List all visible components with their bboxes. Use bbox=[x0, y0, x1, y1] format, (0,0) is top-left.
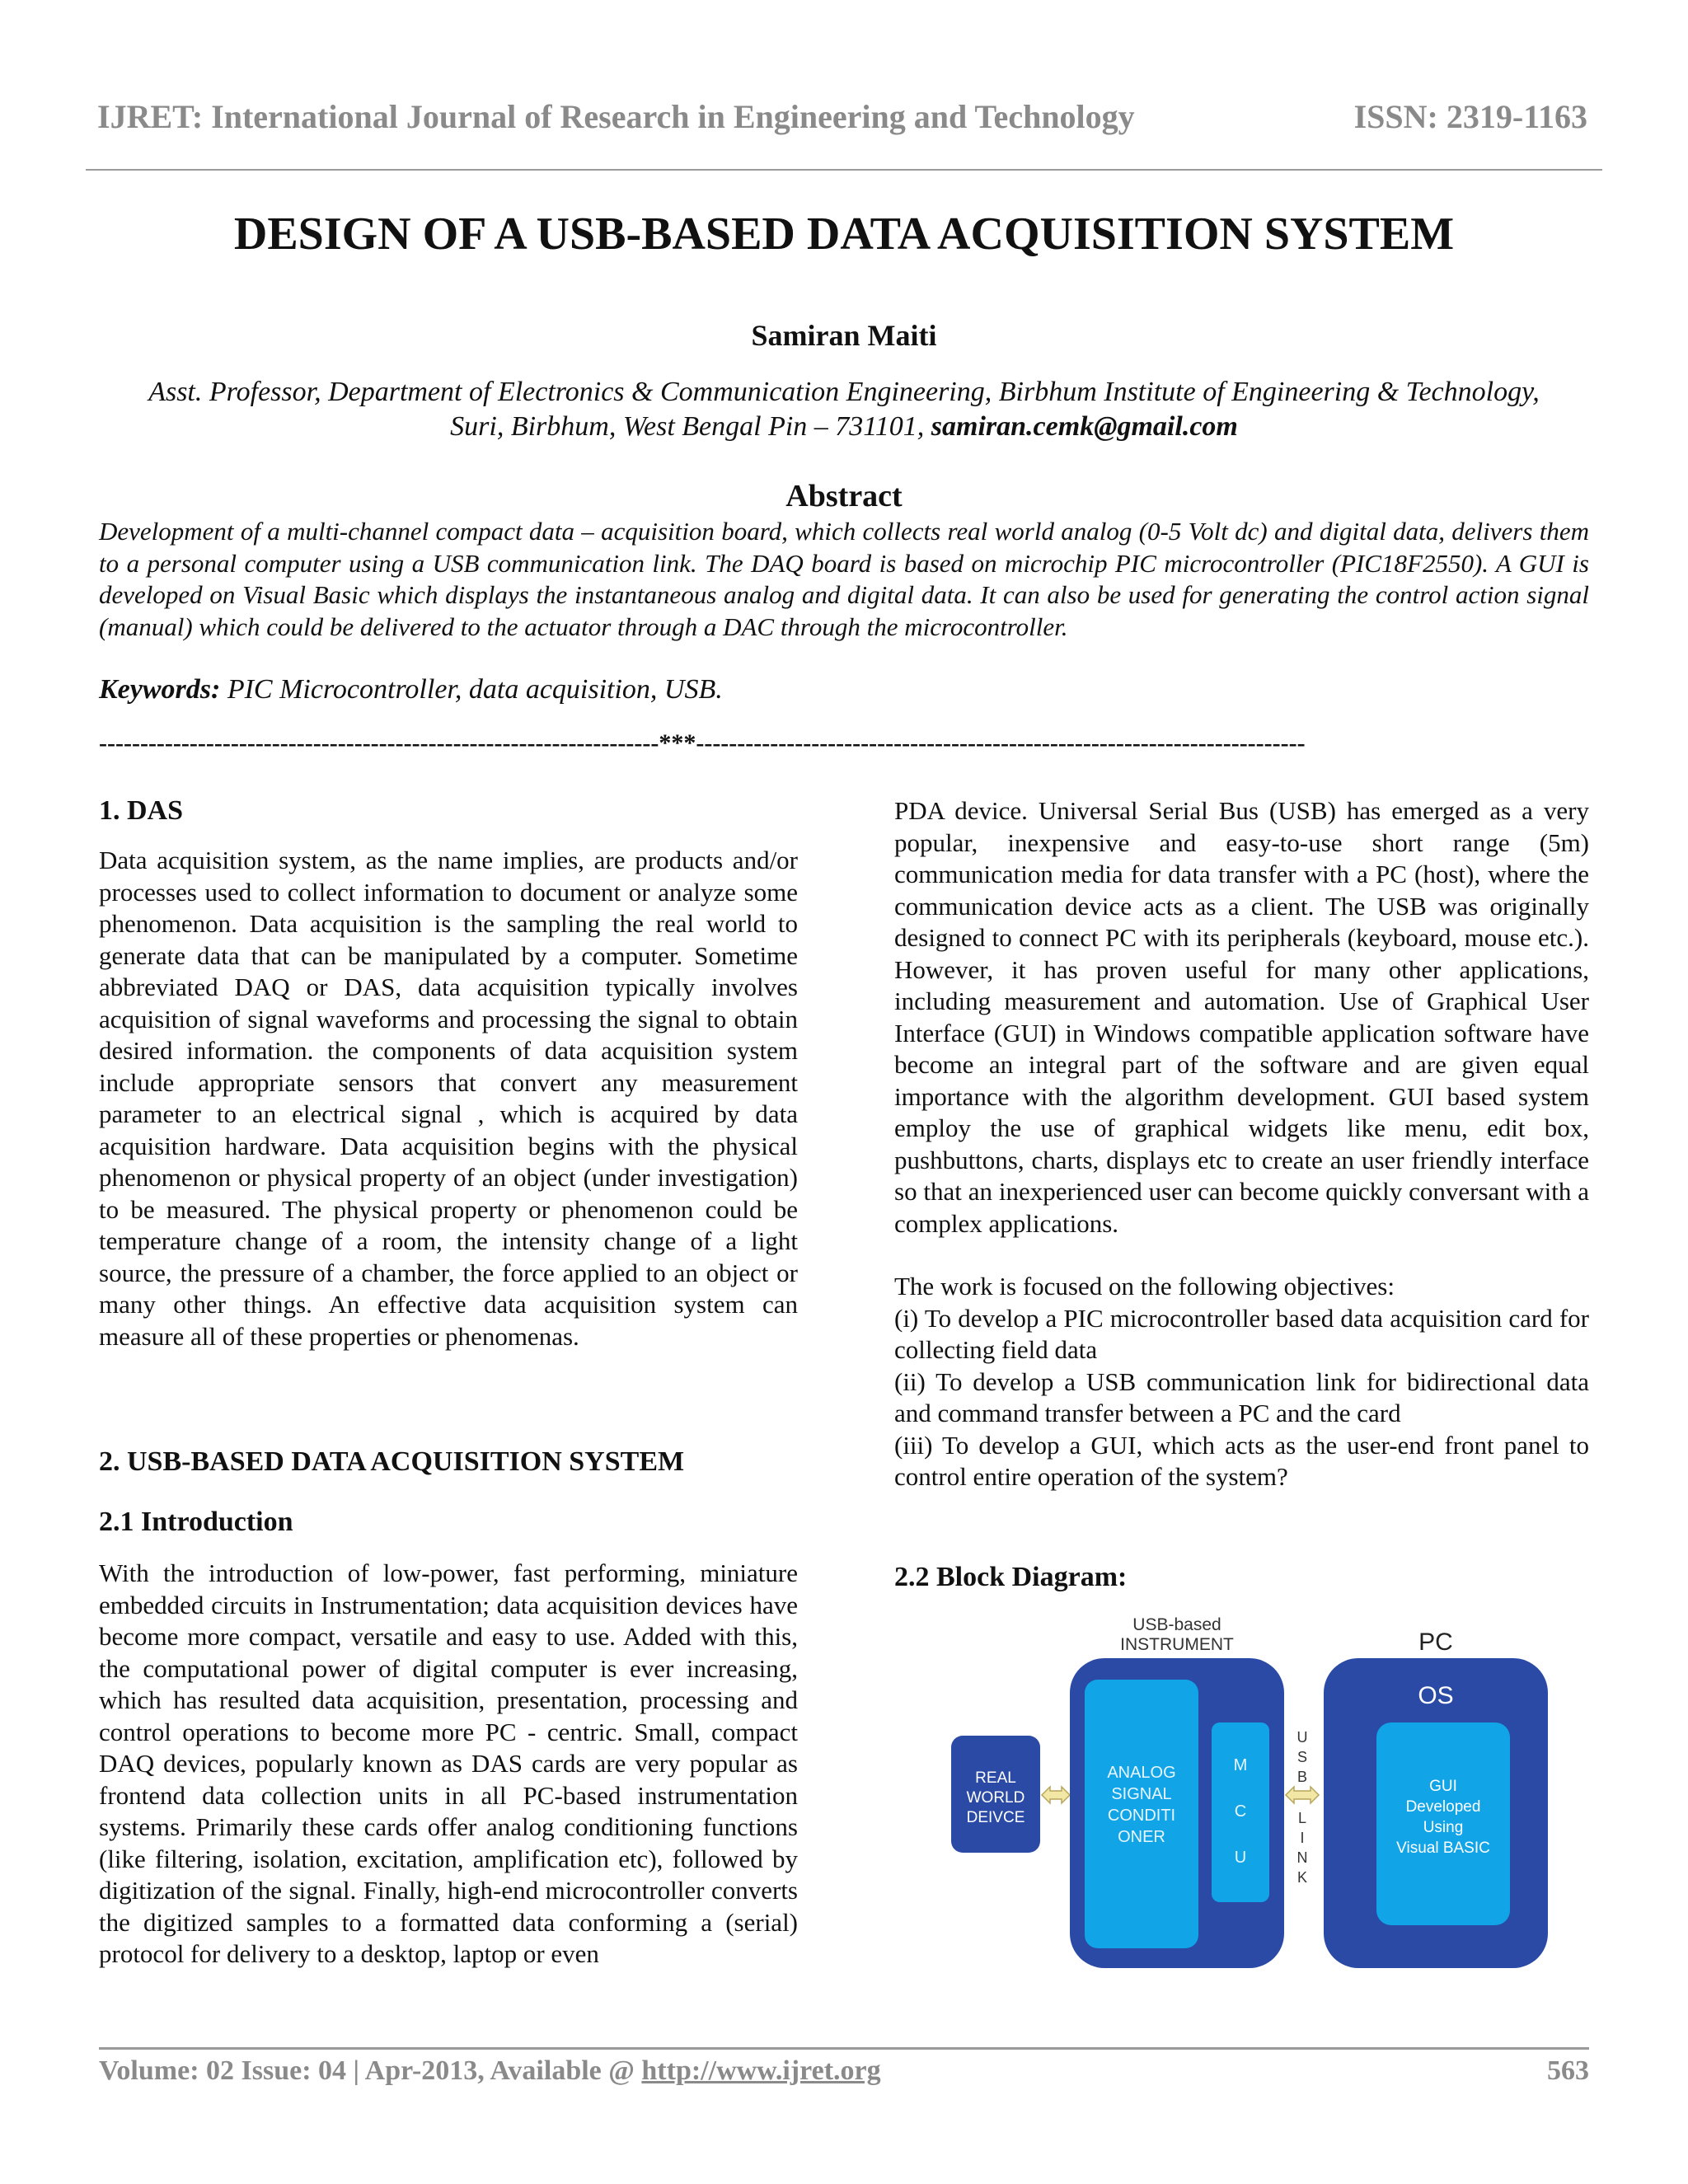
objectives-intro: The work is focused on the following objectives: bbox=[894, 1272, 1395, 1301]
footer-rule bbox=[99, 2047, 1589, 2050]
objective-item: (iii) To develop a GUI, which acts as the user-end front panel to control entire operation of the system? bbox=[894, 1430, 1589, 1491]
right-column-body bbox=[894, 795, 1589, 1493]
mcu-label: C bbox=[1234, 1802, 1247, 1821]
gui-label: Developed bbox=[1405, 1798, 1481, 1816]
usb-link-letter: S bbox=[1296, 1749, 1308, 1765]
keywords-text: PIC Microcontroller, data acquisition, USB. bbox=[220, 674, 723, 705]
os-label: OS bbox=[1418, 1682, 1454, 1709]
keywords-label: Keywords: bbox=[99, 674, 221, 705]
author-name: Samiran Maiti bbox=[751, 319, 937, 352]
section-separator: --------------------------------------------------------------------***-------------------------------------------------------------------------- bbox=[99, 729, 1306, 757]
abstract-text: Development of a multi-channel compact data – acquisition board, which collects real world analog (0-5 Volt dc) and digital data, delivers them to a personal computer using a USB communication link. The DAQ board is based on microchip PIC microcontroller (PIC18F2550). A GUI is developed on Visual Basic which displays the instantaneous analog and digital data. It can also be used for generating the control action signal (manual) which could be delivered to the actuator through a DAC through the microcontroller. bbox=[99, 517, 1589, 641]
section22-heading: 2.2 Block Diagram: bbox=[894, 1562, 1128, 1592]
abstract-heading: Abstract bbox=[785, 479, 903, 513]
block-diagram bbox=[940, 1607, 1599, 1970]
issn: ISSN: 2319-1163 bbox=[1353, 98, 1587, 135]
objectives-list bbox=[894, 1303, 1589, 1493]
mcu-label: U bbox=[1234, 1849, 1247, 1867]
footer-volume bbox=[99, 2055, 881, 2087]
section1-heading: 1. DAS bbox=[99, 795, 184, 826]
bidirectional-arrow-icon bbox=[1042, 1787, 1070, 1803]
section21-text: With the introduction of low-power, fast performing, miniature embedded circuits in Instrumentation; data acquisition devices have become more compact, versatile and easy to use. Added with this, the computational power of digital computer is ever increasing, which has resulted data acquisition, presentation, processing and control operations to become more PC - centric. Small, compact DAQ devices, popularly known as DAS cards are very popular as frontend data collection units in all PC-based instrumentation systems. Primarily these cards offer analog conditioning functions (like filtering, isolation, excitation, amplification etc), followed by digitization of the signal. Finally, high-end microcontroller converts the digitized samples to a formatted data conforming a (serial) protocol for delivery to a desktop, laptop or even bbox=[99, 1558, 798, 1968]
usb-link-letter: U bbox=[1296, 1729, 1308, 1746]
objective-item: (ii) To develop a USB communication link for bidirectional data and command transfer between a PC and the card bbox=[894, 1366, 1589, 1427]
page-number: 563 bbox=[1547, 2055, 1589, 2086]
keywords bbox=[99, 674, 723, 705]
objective-item: (i) To develop a PIC microcontroller based data acquisition card for collecting field data bbox=[894, 1303, 1589, 1364]
gui-label: Visual BASIC bbox=[1396, 1840, 1490, 1857]
affiliation-text: Asst. Professor, Department of Electronics & Communication Engineering, Birbhum Institute of Engineering & Technology, Suri, Birbhum, West Bengal Pin – 731101, bbox=[148, 377, 1540, 442]
analog-label: ANALOG bbox=[1107, 1764, 1176, 1782]
author-email[interactable]: samiran.cemk@gmail.com bbox=[931, 411, 1238, 442]
real-world-label: DEIVCE bbox=[966, 1809, 1025, 1826]
section1-body bbox=[99, 845, 798, 1352]
section21-body bbox=[99, 1558, 798, 1971]
mcu-label: M bbox=[1233, 1756, 1248, 1774]
section21-heading: 2.1 Introduction bbox=[99, 1507, 293, 1537]
usb-link-letter: N bbox=[1296, 1849, 1308, 1866]
usb-link-letter: L bbox=[1297, 1810, 1307, 1826]
gui-label: Using bbox=[1423, 1819, 1464, 1836]
footer-text: Volume: 02 Issue: 04 | Apr-2013, Available @ bbox=[99, 2055, 642, 2086]
usb-link-letter: I bbox=[1300, 1830, 1305, 1846]
affiliation bbox=[132, 375, 1556, 444]
real-world-label: REAL bbox=[975, 1769, 1016, 1787]
journal-link[interactable]: http://www.ijret.org bbox=[641, 2055, 881, 2086]
pc-label: PC bbox=[1418, 1629, 1453, 1656]
journal-name: IJRET: International Journal of Research in Engineering and Technology bbox=[97, 98, 1135, 135]
header-rule bbox=[86, 169, 1602, 171]
real-world-label: WORLD bbox=[966, 1789, 1025, 1807]
right-para1: PDA device. Universal Serial Bus (USB) has emerged as a very popular, inexpensive and easy-to-use short range (5m) communication media for data transfer with a PC (host), where the communication device acts as a client. The USB was originally designed to connect PC with its peripherals (keyboard, mouse etc.). However, it has proven useful for many other applications, including measurement and automation. Use of Graphical User Interface (GUI) in Windows compatible application software have become an integral part of the software and are given equal importance with the algorithm development. GUI based system employ the use of graphical widgets like menu, edit box, pushbuttons, charts, displays etc to create an user friendly interface so that an inexperienced user can become quickly conversant with a complex applications. bbox=[894, 796, 1589, 1238]
section2-heading: 2. USB-BASED DATA ACQUISITION SYSTEM bbox=[99, 1446, 685, 1477]
instrument-label-1: USB-based bbox=[1132, 1615, 1221, 1634]
paper-title: DESIGN OF A USB-BASED DATA ACQUISITION SYSTEM bbox=[233, 209, 1455, 260]
usb-link-letter: B bbox=[1296, 1769, 1308, 1785]
analog-label: ONER bbox=[1118, 1828, 1165, 1846]
analog-label: SIGNAL bbox=[1111, 1785, 1172, 1803]
usb-link-letter: K bbox=[1296, 1869, 1308, 1886]
usb-link-arrow-icon bbox=[1286, 1787, 1319, 1803]
gui-label: GUI bbox=[1429, 1778, 1457, 1795]
instrument-label-2: INSTRUMENT bbox=[1120, 1635, 1234, 1654]
analog-label: CONDITI bbox=[1107, 1807, 1176, 1825]
section1-text: Data acquisition system, as the name implies, are products and/or processes used to collect information to document or analyze some phenomenon. Data acquisition is the sampling the real world to generate data that can be manipulated by a computer. Sometime abbreviated DAQ or DAS, data acquisition typically involves acquisition of signal waveforms and processing the signal to obtain desired information. the components of data acquisition system include appropriate sensors that convert any measurement parameter to an electrical signal , which is acquired by data acquisition hardware. Data acquisition begins with the physical phenomenon or physical property of an object (under investigation) to be measured. The physical property or phenomenon could be temperature change of a room, the intensity change of a light source, the pressure of a chamber, the force applied to an object or many other things. An effective data acquisition system can measure all of these properties or phenomenas. bbox=[99, 846, 798, 1351]
